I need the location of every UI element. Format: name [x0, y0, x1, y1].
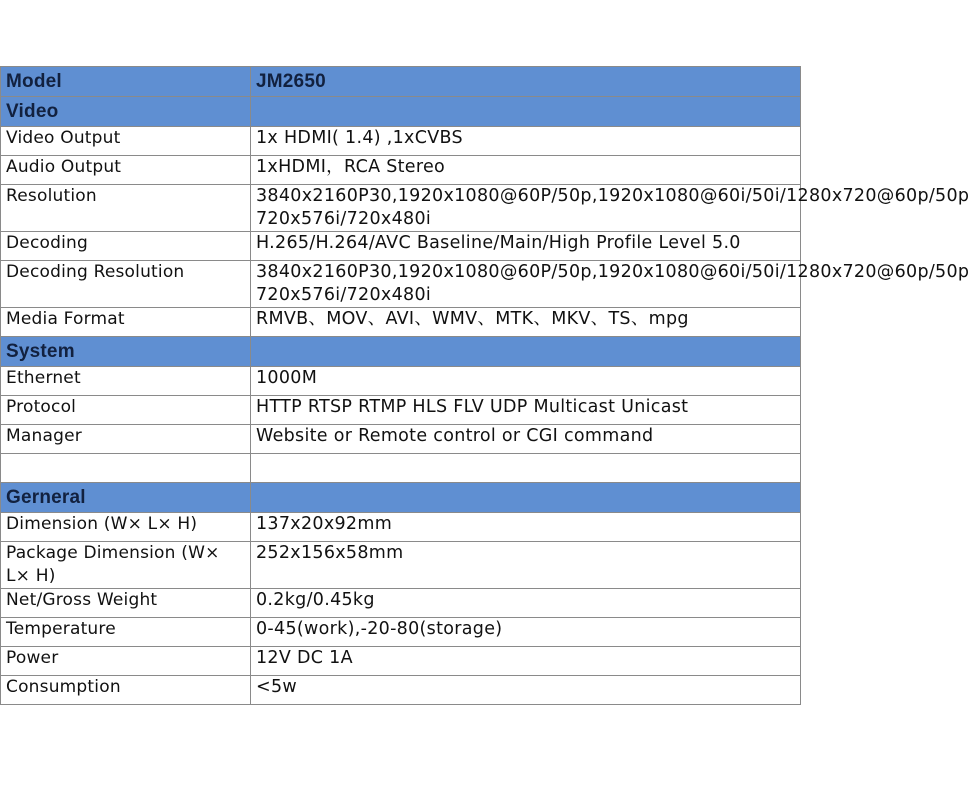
spec-value: 3840x2160P30,1920x1080@60P/50p,1920x1080@60i/50i/1280x720@60p/50p 720x576i/720x480i: [251, 185, 801, 232]
table-row: [1, 589, 801, 618]
section-title: Video: [1, 97, 251, 127]
spec-label: Consumption: [1, 676, 251, 705]
model-label: Model: [1, 67, 251, 97]
table-row: [1, 308, 801, 337]
spec-label: Resolution: [1, 185, 251, 232]
spec-value: RMVB、MOV、AVI、WMV、MTK、MKV、TS、mpg: [251, 308, 801, 337]
spec-value: 1xHDMI，RCA Stereo: [251, 156, 801, 185]
spec-label: Protocol: [1, 396, 251, 425]
spec-value: 1x HDMI( 1.4) ,1xCVBS: [251, 127, 801, 156]
table-row: [1, 156, 801, 185]
section-header-system: [1, 337, 801, 367]
spec-value: H.265/H.264/AVC Baseline/Main/High Profile Level 5.0: [251, 232, 801, 261]
spec-label: Ethernet: [1, 367, 251, 396]
model-value: JM2650: [251, 67, 801, 97]
spec-value: 0.2kg/0.45kg: [251, 589, 801, 618]
table-row: [1, 261, 801, 308]
spec-value: 12V DC 1A: [251, 647, 801, 676]
table-row: [1, 367, 801, 396]
spec-label: Temperature: [1, 618, 251, 647]
spec-value: 252x156x58mm: [251, 542, 801, 589]
spec-value: 0-45(work),-20-80(storage): [251, 618, 801, 647]
spec-value: <5w: [251, 676, 801, 705]
section-header-blank: [251, 97, 801, 127]
table-row: [1, 676, 801, 705]
table-row: [1, 425, 801, 454]
spec-label: Dimension (W× L× H): [1, 513, 251, 542]
table-header-row: [1, 67, 801, 97]
spec-label: Decoding: [1, 232, 251, 261]
spec-value: 3840x2160P30,1920x1080@60P/50p,1920x1080@60i/50i/1280x720@60p/50p 720x576i/720x480i: [251, 261, 801, 308]
section-header-blank: [251, 483, 801, 513]
spec-value: Website or Remote control or CGI command: [251, 425, 801, 454]
section-title: System: [1, 337, 251, 367]
spec-table: [0, 66, 969, 705]
table-row: [1, 127, 801, 156]
table-row: [1, 647, 801, 676]
spec-value: 1000M: [251, 367, 801, 396]
table-row-empty: [1, 454, 801, 483]
table-row: [1, 542, 801, 589]
spec-value: HTTP RTSP RTMP HLS FLV UDP Multicast Unicast: [251, 396, 801, 425]
section-title: Gerneral: [1, 483, 251, 513]
section-header-general: [1, 483, 801, 513]
table-row: [1, 396, 801, 425]
spec-label: Media Format: [1, 308, 251, 337]
spec-value: 137x20x92mm: [251, 513, 801, 542]
table-row: [1, 232, 801, 261]
spec-label: Net/Gross Weight: [1, 589, 251, 618]
spec-label: Power: [1, 647, 251, 676]
spec-value: [251, 454, 801, 483]
spec-label: Package Dimension (W× L× H): [1, 542, 251, 589]
spec-label: [1, 454, 251, 483]
table-row: [1, 513, 801, 542]
spec-label: Audio Output: [1, 156, 251, 185]
spec-label: Decoding Resolution: [1, 261, 251, 308]
table-row: [1, 618, 801, 647]
section-header-video: [1, 97, 801, 127]
spec-label: Manager: [1, 425, 251, 454]
section-header-blank: [251, 337, 801, 367]
spec-label: Video Output: [1, 127, 251, 156]
table-row: [1, 185, 801, 232]
